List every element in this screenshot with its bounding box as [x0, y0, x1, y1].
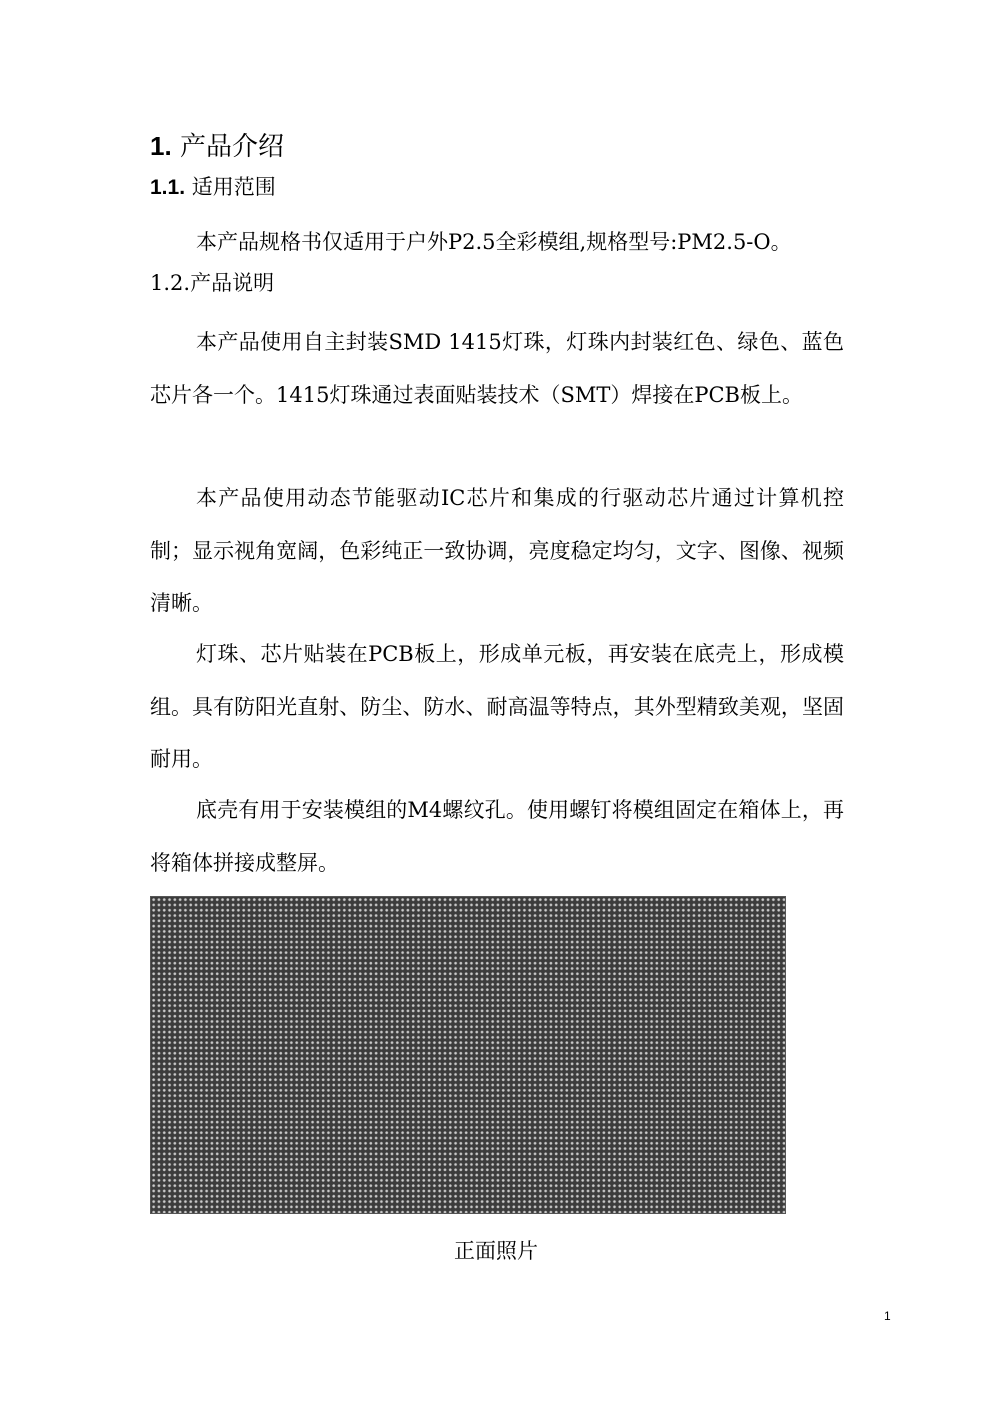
section-title: 产品介绍 — [179, 132, 284, 162]
paragraph-mounting: 底壳有用于安装模组的M4螺纹孔。使用螺钉将模组固定在箱体上，再将箱体拼接成整屏。 — [150, 798, 844, 875]
paragraph-module-assembly: 灯珠、芯片贴装在PCB板上，形成单元板，再安装在底壳上，形成模组。具有防阳光直射、防尘、防水、耐高温等特点，其外型精致美观，坚固耐用。 — [150, 642, 844, 771]
subsection-heading-description: 1.2.产品说明 — [150, 271, 275, 295]
section-number: 1. — [150, 131, 172, 161]
subsection-number: 1.1. — [150, 176, 186, 199]
paragraph-driver-ic: 本产品使用动态节能驱动IC芯片和集成的行驱动芯片通过计算机控制；显示视角宽阔，色彩纯正一致协调，亮度稳定均匀，文字、图像、视频清晰。 — [150, 486, 844, 615]
subsection-title: 适用范围 — [191, 175, 276, 199]
figure-caption: 正面照片 — [454, 1239, 538, 1263]
paragraph-led-package: 本产品使用自主封装SMD 1415灯珠，灯珠内封装红色、绿色、蓝色芯片各一个。1415灯珠通过表面贴装技术（SMT）焊接在PCB板上。 — [150, 330, 844, 407]
section-heading — [150, 128, 284, 165]
page-number: 1 — [884, 1309, 891, 1323]
led-module-front-photo — [150, 896, 786, 1214]
subsection-heading-scope — [150, 172, 276, 203]
scope-paragraph: 本产品规格书仅适用于户外P2.5全彩模组,规格型号:PM2.5-O。 — [196, 230, 792, 254]
